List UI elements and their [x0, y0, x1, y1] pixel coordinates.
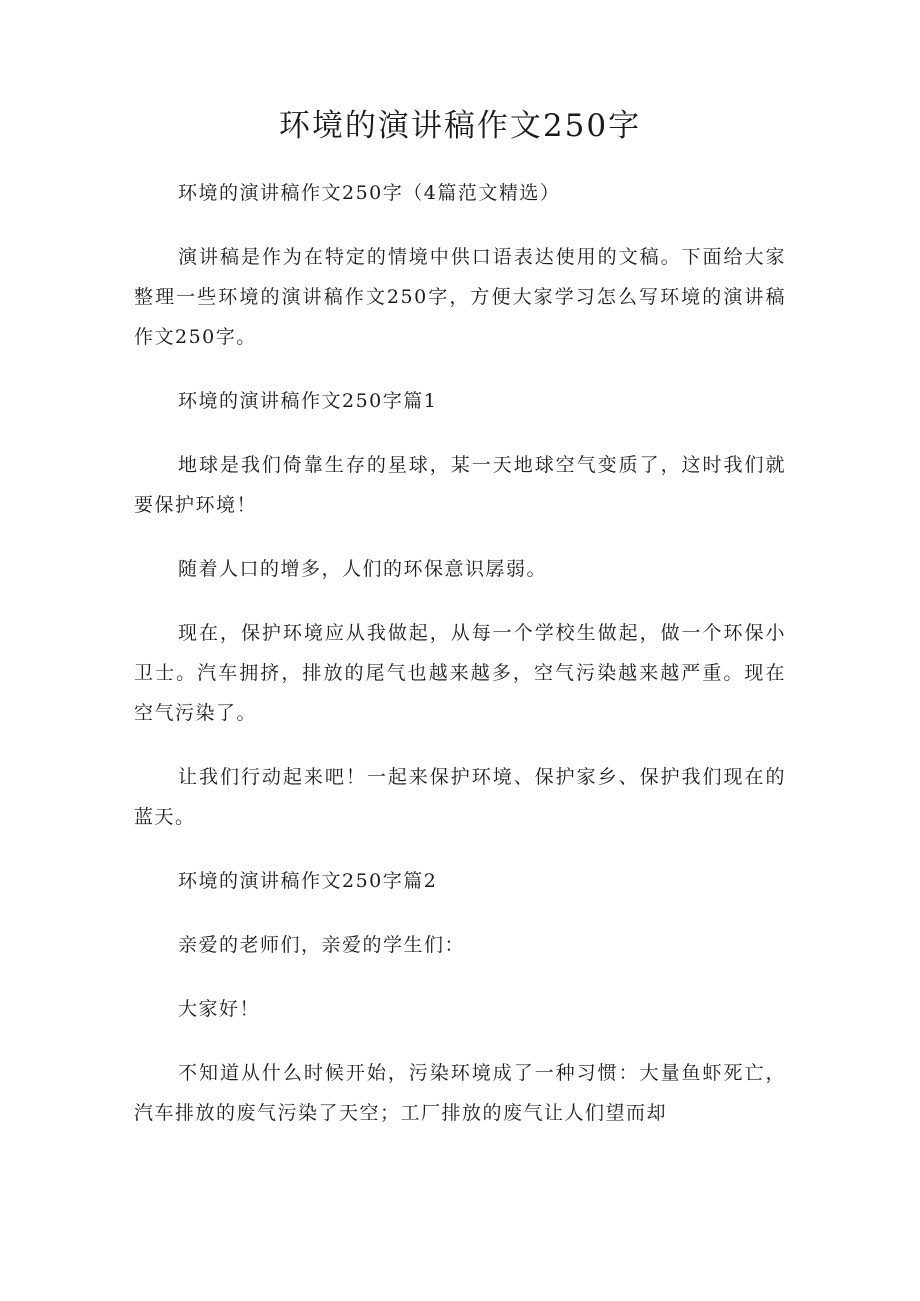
section-heading-1: 环境的演讲稿作文250字篇1	[178, 390, 438, 412]
body-paragraph: 让我们行动起来吧！一起来保护环境、保护家乡、保护我们现在的蓝天。	[134, 766, 786, 828]
greeting-paragraph: 大家好！	[178, 998, 261, 1020]
intro-paragraph: 演讲稿是作为在特定的情境中供口语表达使用的文稿。下面给大家整理一些环境的演讲稿作文250字，方便大家学习怎么写环境的演讲稿作文250字。	[134, 246, 786, 348]
document-body	[134, 173, 786, 1157]
document-title: 环境的演讲稿作文250字	[278, 108, 642, 144]
greeting-paragraph: 亲爱的老师们，亲爱的学生们：	[178, 934, 466, 956]
body-paragraph: 不知道从什么时候开始，污染环境成了一种习惯：大量鱼虾死亡，汽车排放的废气污染了天空；工厂排放的废气让人们望而却	[134, 1062, 786, 1124]
body-paragraph: 随着人口的增多，人们的环保意识孱弱。	[178, 558, 548, 580]
subtitle-paragraph: 环境的演讲稿作文250字（4篇范文精选）	[178, 182, 561, 204]
body-paragraph: 现在，保护环境应从我做起，从每一个学校生做起，做一个环保小卫士。汽车拥挤，排放的尾气也越来越多，空气污染越来越严重。现在空气污染了。	[134, 622, 786, 724]
section-heading-2: 环境的演讲稿作文250字篇2	[178, 870, 438, 892]
body-paragraph: 地球是我们倚靠生存的星球，某一天地球空气变质了，这时我们就要保护环境！	[134, 454, 786, 516]
